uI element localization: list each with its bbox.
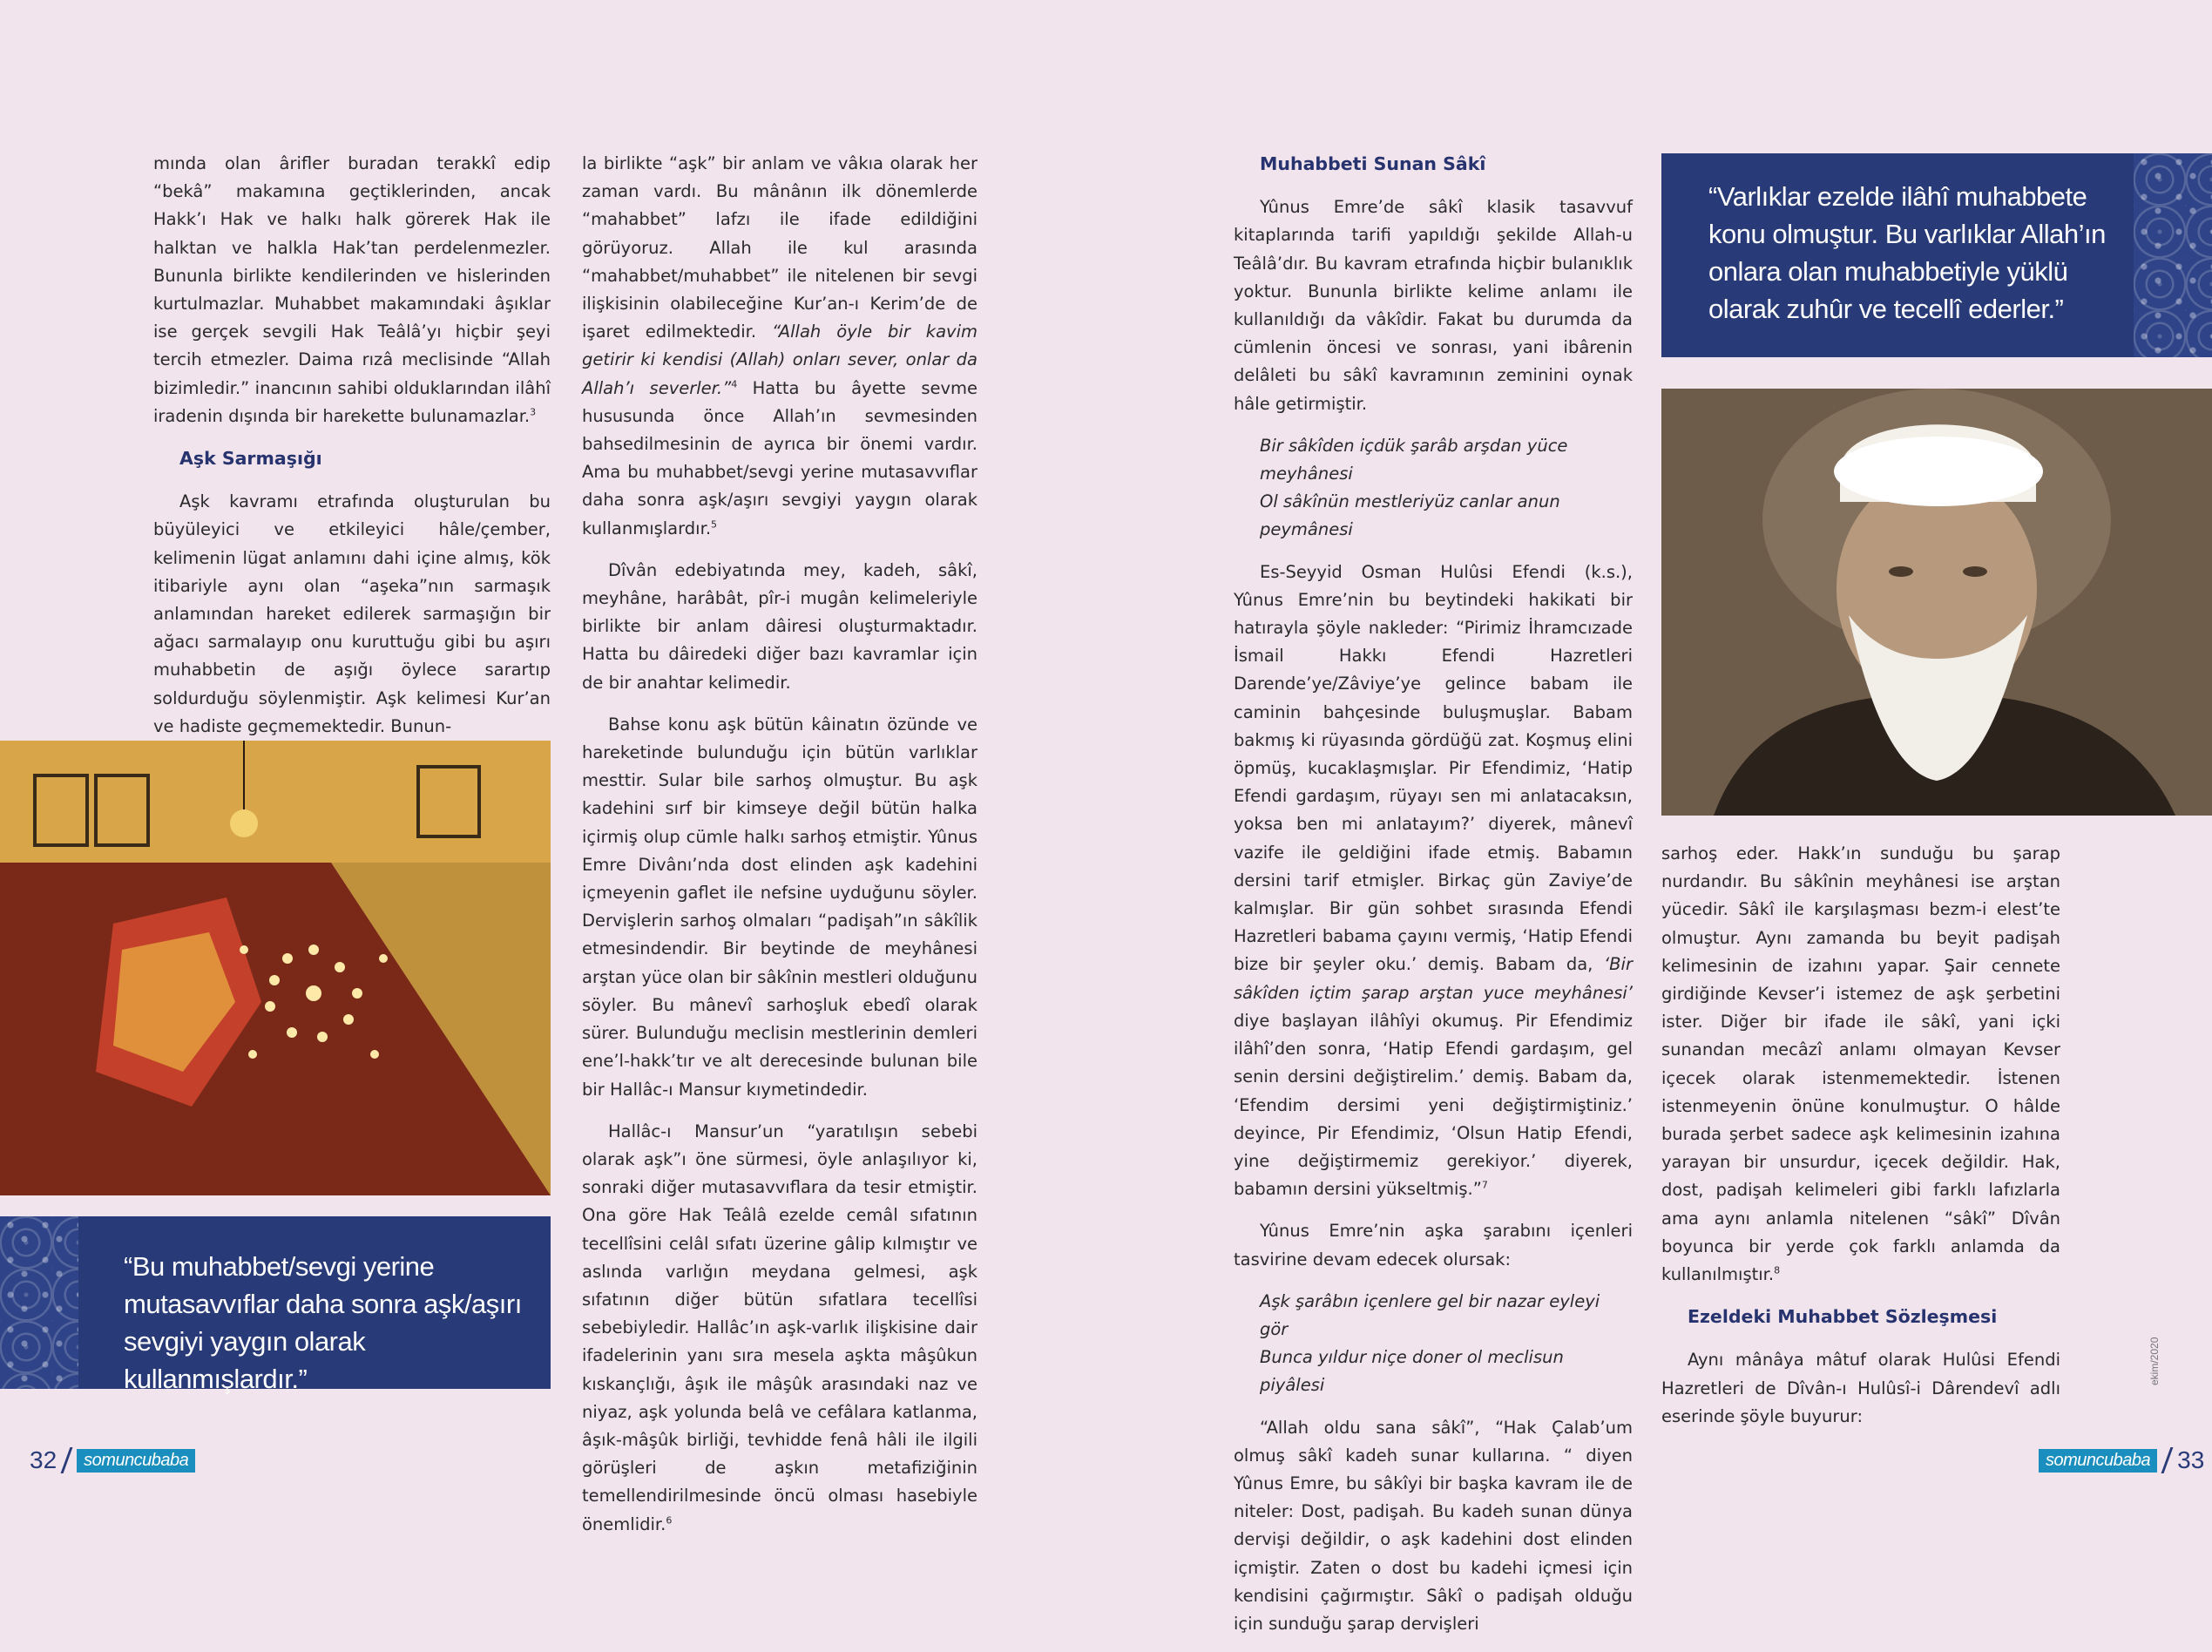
- paragraph: “Allah oldu sana sâkî”, “Hak Çalab’um olmuş sâkî kadeh sunar kullarına. “ diyen Yûnus Emre, bu sâkîyi bir başka kavram ile de niteler: Dost, padişah. Bu kadeh sunan dünya dervişi değildir, o aşk kadehini dost elinden içmiştir. Zaten o dost bu kadehi içmesi için kendisini çağırmıştır. Sâkî o padişah olduğu için sunduğu şarap dervişleri: [1234, 1417, 1633, 1634]
- footnote-ref[interactable]: 5: [711, 518, 718, 531]
- shrine-illustration: [0, 741, 551, 1195]
- page-number: 32: [30, 1446, 57, 1473]
- ornament-pattern: [0, 1216, 78, 1389]
- right-column-1: [1234, 150, 1633, 1652]
- verse: [1260, 432, 1633, 545]
- divider: [2161, 1447, 2174, 1473]
- inline-quote: ‘Bir sâkîden içtim şarap arştan yuce meyhânesi’: [1234, 954, 1633, 1003]
- pull-quote-text: “Bu muhabbet/sevgi yerine mutasavvıflar daha sonra aşk/aşırı sevgiyi yaygın olarak kullanmışlardır.”: [124, 1251, 522, 1394]
- ornament-pattern: [2134, 153, 2212, 357]
- paragraph: Aynı mânâya mâtuf olarak Hulûsi Efendi Hazretleri de Dîvân-ı Hulûsî-i Dârendevî adlı eserinde şöyle buyurur:: [1661, 1350, 2060, 1426]
- left-column-2: [582, 150, 977, 1553]
- paragraph: Es-Seyyid Osman Hulûsi Efendi (k.s.), Yûnus Emre’nin bu beytindeki hakikati bir hatırayla şöyle nakleder: “Pirimiz İhramcızade İsmail Hakkı Efendi Hazretleri Darende’ye/Zâviye’ye gelince babam ile caminin bahçesinde buluşmuşlar. Babam bakmış ki rüyasında gördüğü zat. Koşmuş elini öpmüş, kucaklaşmışlar. Pir Efendimiz, ‘Hatip Efendi gardaşım, rüyayı sen mi anlatacaksın, yoksa ben mi anlatayım?’ diyerek, mânevî vazife ile geldiğini ifade etmiş. Babamın dersini tarif etmişler. Birkaç gün Zaviye’de kalmışlar. Bir gün sohbet sırasında Efendi Hazretleri babama çayını vermiş, ‘Hatip Efendi bize bir şeyler oku.’ demiş. Babam da, ‘Bir sâkîden içtim şarap arştan yuce meyhânesi’ diye başlayan ilâhîyi okumuş. Pir Efendimiz ilâhî’den sonra, ‘Hatip Efendi gardaşım, gel senin dersini değiştirelim.’ demiş. Babam da, ‘Efendim dersimi yeni değiştirmiştiniz.’ deyince, Pir Efendimiz, ‘Olsun Hatip Efendi, yine değiştirmemiz gerekiyor.’ diyerek, babamın dersini yükseltmiş.”$^7$: [1234, 561, 1633, 1200]
- left-column-1: [153, 150, 551, 755]
- footnote-ref[interactable]: 4: [731, 378, 738, 390]
- page-folio-right: [2039, 1446, 2204, 1474]
- divider: [61, 1447, 73, 1473]
- pull-quote-right: [1661, 153, 2212, 357]
- verse-line: Bunca yıldur niçe doner ol meclisun piyâlesi: [1260, 1347, 1564, 1396]
- paragraph: Yûnus Emre’nin aşka şarabını içenleri tasvirine devam edecek olursak:: [1234, 1221, 1633, 1269]
- quran-quote: “Allah öyle bir kavim getirir ki kendisi (Allah) onları sever, onlar da Allah’ı severler.”: [582, 322, 978, 398]
- brand-logo[interactable]: somuncubaba: [2039, 1449, 2157, 1473]
- paragraph: Aşk kavramı etrafında oluşturulan bu büyüleyici ve etkileyici hâle/çember, kelimenin lügat anlamını dahi içine almış, kök itibariyle aynı olan “aşeka”nın sarmaşık anlamından hareket edilerek sarmaşığın bir ağacı sarmalayıp onu kuruttuğu gibi bu aşırı muhabbetin de aşığı öylece sarartıp soldurduğu söylenmiştir. Aşk kelimesi Kur’an ve hadiste geçmemektedir. Bunun-: [153, 491, 551, 736]
- page-folio-left: [30, 1446, 195, 1474]
- paragraph: la birlikte “aşk” bir anlam ve vâkıa olarak her zaman vardı. Bu mânânın ilk dönemlerde “mahabbet” lafzı ile ifade edildiğini görüyoruz. Allah ile kul arasında “mahabbet/muhabbet” ile nitelenen bir sevgi ilişkisinin olabileceğine Kur’an-ı Kerim’de de işaret edilmektedir. “Allah öyle bir kavim getirir ki kendisi (Allah) onları sever, onlar da Allah’ı severler.”$^4$ Hatta bu âyette sevme hususunda önce Allah’ın sevmesinden bahsedilmesinin de ayrıca bir önemi vardır. Ama bu muhabbet/sevgi yerine mutasavvıflar daha sonra aşk/aşırı sevgiyi yaygın olarak kullanmışlardır.$^5$: [582, 153, 978, 538]
- footnote-ref[interactable]: 6: [666, 1514, 673, 1527]
- footnote-ref[interactable]: 7: [1481, 1179, 1488, 1191]
- verse-line: Bir sâkîden içdük şarâb arşdan yüce meyhânesi: [1260, 435, 1568, 484]
- elderly-man-portrait-photo: [1661, 389, 2212, 816]
- verse: [1260, 1288, 1633, 1400]
- right-column-2: [1661, 840, 2060, 1445]
- footnote-ref[interactable]: 3: [530, 406, 537, 418]
- page-number: 33: [2177, 1446, 2205, 1473]
- verse-line: Aşk şarâbın içenlere gel bir nazar eyleyi gör: [1260, 1290, 1600, 1339]
- pull-quote-left: [0, 1216, 551, 1394]
- section-heading: Muhabbeti Sunan Sâkî: [1260, 153, 1486, 174]
- left-page: [0, 0, 1106, 1544]
- pull-quote-text: “Varlıklar ezelde ilâhî muhabbete konu olmuştur. Bu varlıklar Allah’ın onlara olan muhabbetiyle yüklü olarak zuhûr ve tecellî ederler.”: [1708, 181, 2106, 324]
- brand-logo[interactable]: somuncubaba: [77, 1449, 195, 1473]
- paragraph: Dîvân edebiyatında mey, kadeh, sâkî, meyhâne, harâbât, pîr-i mugân kelimeleriyle birlikte bir anlam dâiresi oluşturmaktadır. Hatta bu dâiredeki diğer bazı kavramlar için de bir anahtar kelimedir.: [582, 559, 977, 693]
- section-heading: Aşk Sarmaşığı: [179, 448, 322, 470]
- paragraph: sarhoş eder. Hakk’ın sunduğu bu şarap nurdandır. Bu sâkînin meyhânesi ise arştan yücedir. Sâkî ile karşılaşması bezm-i elest’te olmuştur. Aynı zamanda bu beyit padişah kelimesinin de izahını yapar. Şair cennete girdiğinde Kevser’i istemez de aşk şerbetini ister. Diğer bir ifade ile sâkî, yani içki sunandan mecâzî anlamı olmayan Kevser içecek olarak istenmemektedir. İstenen istenmeyenin önüne konulmuştur. O hâlde burada şerbet sadece aşk kelimesinin izahına yarayan bir unsurdur, içecek değildir. Hak, dost, padişah kelimeleri gibi farklı lafızlarla ama aynı anlamla nitelenen “sâkî” Dîvân boyunca bir yerde çok farklı anlamda da kullanılmıştır.$^8$: [1661, 843, 2060, 1285]
- paragraph: mında olan ârifler buradan terakkî edip “bekâ” makamına geçtiklerinden, ancak Hakk’ı Hak ve halkı halk görerek Hak ile halktan ve halkla Hak’tan perdelenmezler. Bununla birlikte kendilerinden ve hislerinden kurtulmazlar. Muhabbet makamındaki âşıklar ise gerçek sevgili Hak Teâlâ’yı hiçbir şeyi tercih etmezler. Daima rızâ meclisinde “Allah bizimledir.” inancının sahibi olduklarından ilâhî iradenin dışında bir harekette bulunamazlar.$^3$: [153, 153, 551, 426]
- paragraph: Yûnus Emre’de sâkî klasik tasavvuf kitaplarında tarifi yapıldığı şekilde Allah-u Teâlâ’dır. Bu kavram etrafında hiçbir bulanıklık yoktur. Bununla birlikte kelime anlamı ile kullanıldığı da vâkîdir. Fakat bu durumda da cümlenin öncesi ve sonrası, yani ibârenin delâleti bu sâkî kavramının zeminini oynak hâle getirmiştir.: [1234, 197, 1633, 414]
- paragraph: Hallâc-ı Mansur’un “yaratılışın sebebi olarak aşk”ı öne sürmesi, öyle anlaşılıyor ki, sonraki diğer mutasavvıflara da tesir etmiştir. Ona göre Hak Teâlâ ezelde cemâl sıfatının tecellîsini celâl sıfatı üzerine gâlip kılmıştır ve aslında varlığın meydana gelmesi, aşk sıfatının diğer bütün sıfatlara tecellîsi sebebiyledir. Hallâc’ın aşk-varlık ilişkisine dair ifadelerinin yanı sıra mesela aşkta mâşûkun kıskançlığı, âşık ile mâşûk arasındaki naz ve niyaz, aşk yolunda belâ ve cefâlara katlanma, âşık-mâşûk birliği, tevhidde fenâ hâli ile ilgili görüşleri de aşkın metafiziğinin temellendirilmesinde öncü olması hasebiyle önemlidir.$^6$: [582, 1121, 977, 1534]
- section-heading: Ezeldeki Muhabbet Sözleşmesi: [1688, 1306, 1998, 1328]
- paragraph: Bahse konu aşk bütün kâinatın özünde ve hareketinde bulunduğu için bütün varlıklar mesttir. Sular bile sarhoş olmuştur. Bu aşk kadehini sırf bir kimseye değil bütün halka içirmiş olup cümle halkı sarhoş etmiştir. Yûnus Emre Divânı’nda dost elinden aşk kadehini içmeyenin gaflet ile nefsine uyduğunu söyler. Dervişlerin sarhoş olmaları “padişah”ın sâkîlik etmesindendir. Bir beytinde de meyhânesi arştan yüce olan bir sâkînin mestleri olduğunu söyler. Bu mânevî sarhoşluk ebedî olarak sürer. Bulunduğu meclisin mestlerinin demleri ene’l-hakk’tır ve alt derecesinde bulunan bile bir Hallâc-ı Mansur kıymetindedir.: [582, 714, 977, 1100]
- issue-date-vertical: ekim/2020: [2148, 1337, 2161, 1385]
- portrait-illustration: [1661, 389, 2212, 816]
- shrine-interior-photo: [0, 741, 551, 1195]
- footnote-ref[interactable]: 8: [1774, 1264, 1781, 1276]
- verse-line: Ol sâkînün mestleriyüz canlar anun peymânesi: [1260, 491, 1560, 540]
